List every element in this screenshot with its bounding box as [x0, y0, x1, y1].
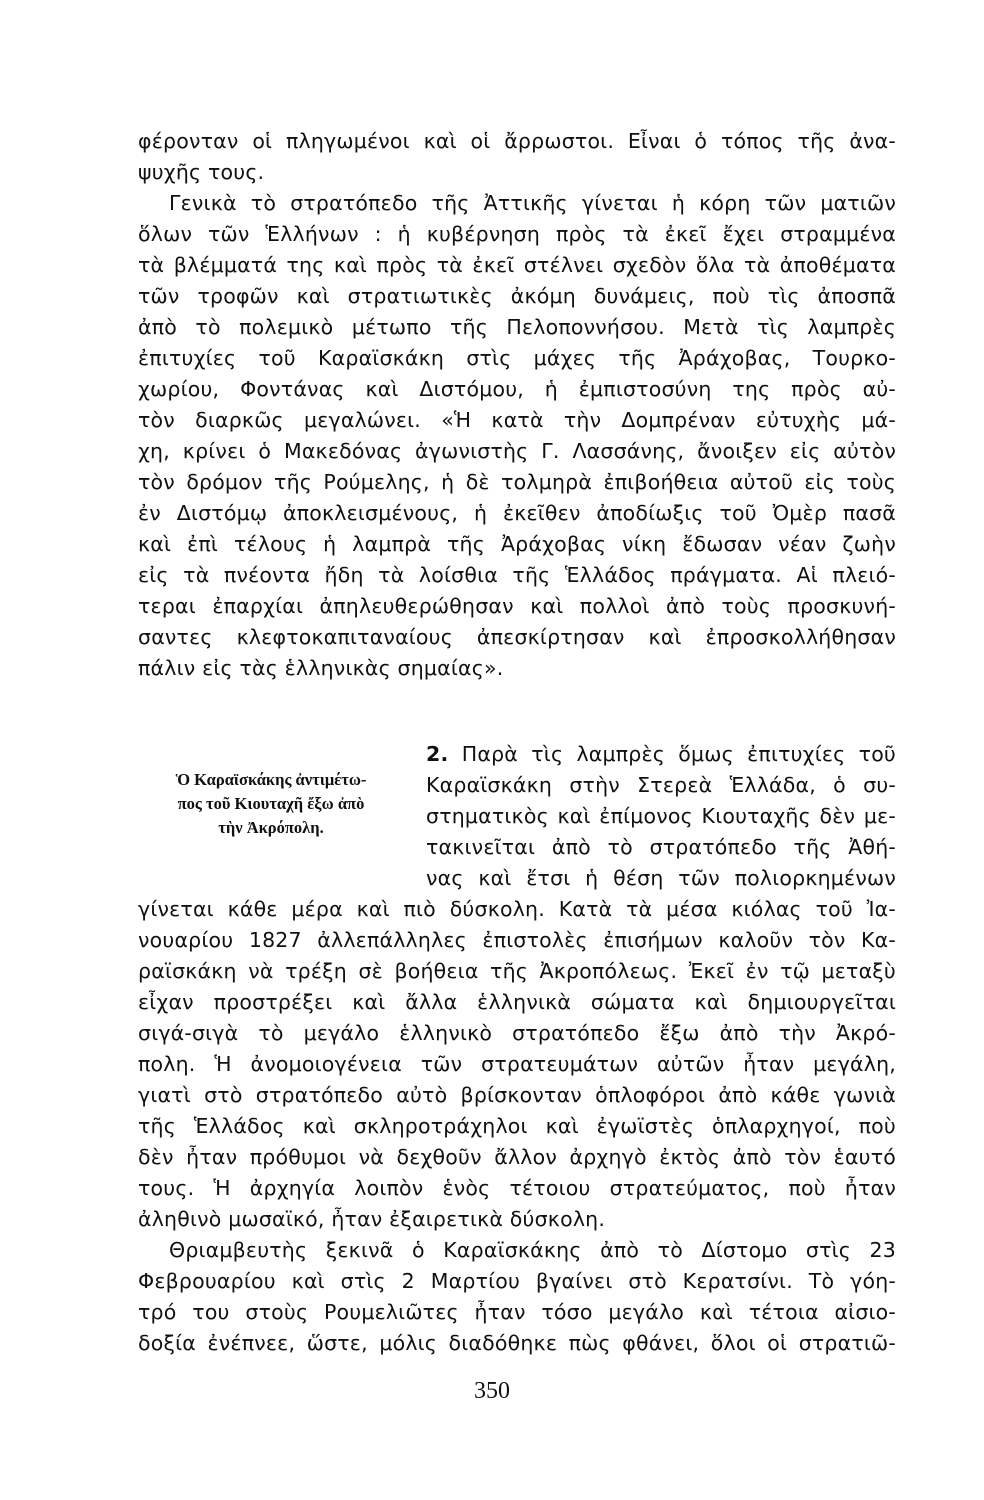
text-line: τῆς Ἑλλάδος καὶ σκληροτράχηλοι καὶ ἐγωϊστὲς ὁπλαρχηγοί, ποὺ: [138, 1114, 896, 1138]
text-line: φέρονταν οἱ πληγωμένοι καὶ οἱ ἄρρωστοι. Εἶναι ὁ τόπος τῆς ἀνα-: [138, 129, 896, 153]
text-line: τὸν διαρκῶς μεγαλώνει. «Ἡ κατὰ τὴν Δομπρέναν εὐτυχὴς μά-: [138, 408, 896, 432]
section-sidenote: [136, 768, 406, 840]
text-line: εἰς τὰ πνέοντα ἤδη τὰ λοίσθια τῆς Ἑλλάδος πράγματα. Αἱ πλειό-: [138, 563, 896, 587]
text-line: ραϊσκάκη νὰ τρέξη σὲ βοήθεια τῆς Ἀκροπόλεως. Ἐκεῖ ἐν τῷ μεταξὺ: [138, 959, 896, 983]
text-line: ὅλων τῶν Ἑλλήνων : ἡ κυβέρνηση πρὸς τὰ ἐκεῖ ἔχει στραμμένα: [138, 222, 896, 246]
text-line: τὰ βλέμματά της καὶ πρὸς τὰ ἐκεῖ στέλνει σχεδὸν ὅλα τὰ ἀποθέματα: [138, 253, 896, 277]
page-number: 350: [474, 1378, 510, 1404]
text-line: δὲν ἦταν πρόθυμοι νὰ δεχθοῦν ἄλλον ἀρχηγὸ ἐκτὸς ἀπὸ τὸν ἑαυτό: [138, 1145, 896, 1169]
text-line: γιατὶ στὸ στρατόπεδο αὐτὸ βρίσκονταν ὁπλοφόροι ἀπὸ κάθε γωνιὰ: [138, 1083, 896, 1107]
text-line: ψυχῆς τους.: [138, 160, 265, 184]
text-line: πολη. Ἡ ἀνομοιογένεια τῶν στρατευμάτων αὐτῶν ἦταν μεγάλη,: [138, 1052, 896, 1076]
text-line: τακινεῖται ἀπὸ τὸ στρατόπεδο τῆς Ἀθή-: [426, 835, 896, 859]
text-line: Γενικὰ τὸ στρατόπεδο τῆς Ἀττικῆς γίνεται ἡ κόρη τῶν ματιῶν: [169, 191, 896, 215]
text-line: ἀπὸ τὸ πολεμικὸ μέτωπο τῆς Πελοποννήσου. Μετὰ τὶς λαμπρὲς: [138, 315, 896, 339]
sidenote-line: Ὁ Καραϊσκάκης ἀντιμέτω-: [175, 770, 367, 789]
text-line: χη, κρίνει ὁ Μακεδόνας ἀγωνιστὴς Γ. Λασσάνης, ἄνοιξεν εἰς αὐτὸν: [138, 439, 896, 463]
sidenote-line: πος τοῦ Κιουταχῆ ἔξω ἀπὸ: [177, 794, 365, 813]
text-line: Φεβρουαρίου καὶ στὶς 2 Μαρτίου βγαίνει στὸ Κερατσίνι. Τὸ γόη-: [138, 1269, 896, 1293]
text-line: ἀληθινὸ μωσαϊκό, ἦταν ἐξαιρετικὰ δύσκολη.: [138, 1207, 606, 1231]
text-line: δοξία ἐνέπνεε, ὥστε, μόλις διαδόθηκε πὼς φθάνει, ὅλοι οἱ στρατιῶ-: [138, 1331, 896, 1355]
text-line: Θριαμβευτὴς ξεκινᾶ ὁ Καραϊσκάκης ἀπὸ τὸ Δίστομο στὶς 23: [169, 1238, 896, 1262]
text-line: τὸν δρόμον τῆς Ρούμελης, ἡ δὲ τολμηρὰ ἐπιβοήθεια αὐτοῦ εἰς τοὺς: [138, 470, 896, 494]
text-line: σαντες κλεφτοκαπιταναίους ἀπεσκίρτησαν καὶ ἐπροσκολλήθησαν: [138, 625, 896, 649]
text-line: σιγά-σιγὰ τὸ μεγάλο ἑλληνικὸ στρατόπεδο ἔξω ἀπὸ τὴν Ἀκρό-: [138, 1021, 896, 1045]
text-line: Καραϊσκάκη στὴν Στερεὰ Ἑλλάδα, ὁ συ-: [426, 773, 896, 797]
text-line: ἐπιτυχίες τοῦ Καραϊσκάκη στὶς μάχες τῆς Ἀράχοβας, Τουρκο-: [138, 346, 896, 370]
text-line-body: Παρὰ τὶς λαμπρὲς ὅμως ἐπιτυχίες τοῦ: [461, 742, 896, 766]
text-line: καὶ ἐπὶ τέλους ἡ λαμπρὰ τῆς Ἀράχοβας νίκη ἔδωσαν νέαν ζωὴν: [138, 532, 896, 556]
text-line: πάλιν εἰς τὰς ἑλληνικὰς σημαίας».: [138, 656, 504, 680]
text-line: στηματικὸς καὶ ἐπίμονος Κιουταχῆς δὲν με-: [426, 804, 896, 828]
section-number: 2.: [426, 742, 449, 766]
text-line: τους. Ἡ ἀρχηγία λοιπὸν ἑνὸς τέτοιου στρατεύματος, ποὺ ἦταν: [138, 1176, 896, 1200]
text-line: τρό του στοὺς Ρουμελιῶτες ἦταν τόσο μεγάλο καὶ τέτοια αἰσιο-: [138, 1300, 896, 1324]
text-line: χωρίου, Φοντάνας καὶ Διστόμου, ἡ ἐμπιστοσύνη της πρὸς αὐ-: [138, 377, 896, 401]
text-line: ἐν Διστόμῳ ἀποκλεισμένους, ἡ ἐκεῖθεν ἀποδίωξις τοῦ Ὀμὲρ πασᾶ: [138, 501, 896, 525]
text-line: νουαρίου 1827 ἀλλεπάλληλες ἐπιστολὲς ἐπισήμων καλοῦν τὸν Κα-: [138, 928, 896, 952]
sidenote-line: τὴν Ἀκρόπολη.: [218, 818, 324, 837]
text-line: τεραι ἐπαρχίαι ἀπηλευθερώθησαν καὶ πολλοὶ ἀπὸ τοὺς προσκυνή-: [138, 594, 896, 618]
text-line: εἶχαν προστρέξει καὶ ἄλλα ἑλληνικὰ σώματα καὶ δημιουργεῖται: [138, 990, 896, 1014]
text-line: τῶν τροφῶν καὶ στρατιωτικὲς ἀκόμη δυνάμεις, ποὺ τὶς ἀποσπᾶ: [138, 284, 896, 308]
text-line: γίνεται κάθε μέρα καὶ πιὸ δύσκολη. Κατὰ τὰ μέσα κιόλας τοῦ Ἰα-: [138, 897, 896, 921]
text-line: νας καὶ ἔτσι ἡ θέση τῶν πολιορκημένων: [426, 866, 896, 890]
text-line: [426, 738, 896, 770]
